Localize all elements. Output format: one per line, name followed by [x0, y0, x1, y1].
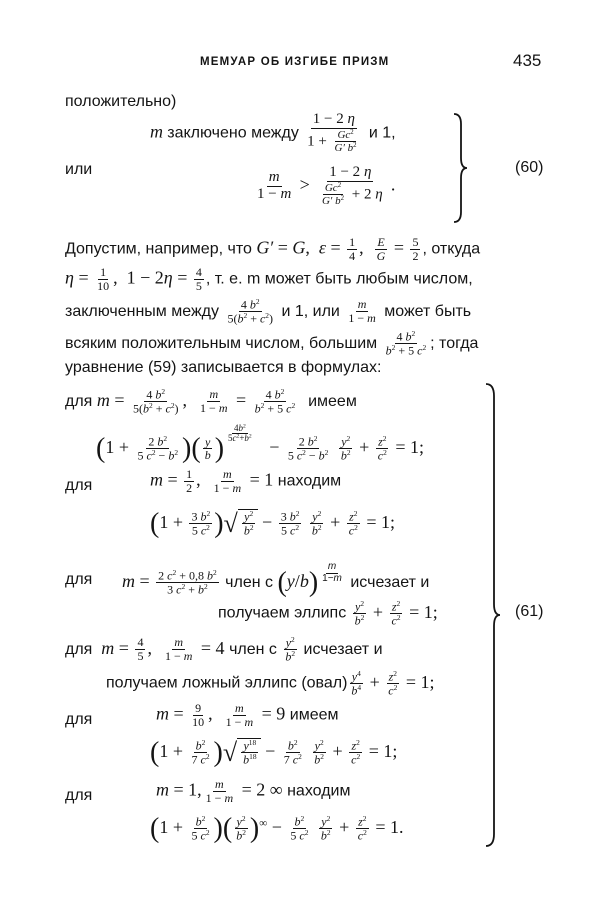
- text-for: для: [65, 392, 93, 410]
- line-case6: m = 1, $\frac{m}{1 - m}$ = 2 ∞ находим: [156, 777, 351, 805]
- text-for-4: для: [65, 640, 93, 658]
- text-whence: , откуда: [422, 240, 481, 258]
- line-case5: m = $\frac{9}{10}$ , $\frac{m}{1 - m}$ = 9 имеем: [156, 701, 339, 729]
- text-vanishes-1: исчезает и: [350, 574, 430, 591]
- line-case2: m = $\frac{1}{2}$ , $\frac{m}{1 - m}$ = 1 находим: [150, 467, 342, 495]
- text-get-ellipse: получаем эллипс: [218, 604, 347, 622]
- text-any-positive: всяким положительным числом, большим: [65, 334, 378, 352]
- formula-case1: (1 + $\frac{2 b^2}{5 c^2 - b^2}$ )( $\frac{y}{b}$ ) $\frac{4b^2}{5c^2+b^2}$ − $\frac{2 b^2}{5 c^2 - b^2}$ $\frac{y^2}{b^2}$ + $\frac{z^2}{c^2}$ = 1;: [96, 423, 424, 464]
- text-have-1: имеем: [308, 392, 357, 410]
- text-assume: Допустим, например, что: [65, 240, 252, 258]
- line-case1: для m = $\frac{4 b^2}{5(b^2 + c^2)}$ , $\frac{m}{1 - m}$ = $\frac{4 b^2}{b^2 + 5 c^2}$ имеем: [65, 387, 357, 416]
- text-get-false-ellipse: получаем ложный эллипс (овал): [106, 674, 348, 692]
- text-and-1-or: и 1, или: [281, 302, 340, 320]
- text-can-be: может быть: [384, 302, 472, 320]
- text-term-with-1: член с: [225, 574, 274, 591]
- brace-60: [452, 112, 468, 224]
- formula-60a: m заключено между 1 − 2 η 1 + $\frac{Gc^2}{G' b^2}$ и 1,: [150, 111, 396, 155]
- formula-60b: $\frac{m}{1 - m}$ > 1 − 2 η $\frac{Gc^2}{G' b^2}$ + 2 η .: [257, 164, 396, 208]
- text-find-2: находим: [287, 782, 351, 800]
- brace-61: [484, 382, 502, 848]
- equation-number-61: (61): [515, 603, 544, 620]
- text-equation-written: уравнение (59) записывается в формулах:: [65, 359, 382, 376]
- text-for-3: для: [65, 571, 93, 588]
- text-for-2: для: [65, 477, 93, 494]
- page-number: 435: [513, 51, 542, 70]
- formula-case2: (1 + $\frac{3 b^2}{5 c^2}$ )√ $\frac{y^2}{b^2}$ − $\frac{3 b^2}{5 c^2}$ $\frac{y^2}{b^2}$ + $\frac{z^2}{c^2}$ = 1;: [150, 508, 395, 539]
- text-can-be-any: , т. е. m может быть любым числом,: [205, 270, 473, 288]
- equation-number-60: (60): [515, 159, 544, 176]
- line-enclosed: заключенным между $\frac{4 b^2}{5(b^2 + c^2)}$ и 1, или $\frac{m}{1 - m}$ может быть: [65, 297, 472, 326]
- line-case4: для m = $\frac{4}{5}$ , $\frac{m}{1 - m}$ = 4 член с $\frac{y^2}{b^2}$ исчезает и: [65, 635, 383, 664]
- text-and-one: и 1,: [368, 124, 396, 142]
- line-ellipse: получаем эллипс $\frac{y^2}{b^2}$ + $\frac{z^2}{c^2}$ = 1;: [218, 599, 438, 628]
- formula-case5: (1 + $\frac{b^2}{7 c^2}$ )√ $\frac{y^{18}}{b^{18}}$ − $\frac{b^2}{7 c^2}$ $\frac{y^2}{b^2}$ + $\frac{z^2}{c^2}$ = 1;: [150, 737, 398, 768]
- text-positively: положительно): [65, 93, 177, 110]
- text-vanishes-2: исчезает и: [303, 640, 383, 658]
- text-or: или: [65, 161, 93, 178]
- text-enclosed-between: заключенным между: [65, 302, 220, 320]
- line-assume: Допустим, например, что G′ = G, ε = $\frac{1}{4}$ , $\frac{E}{G}$ = $\frac{5}{2}$ , откуда: [65, 235, 481, 263]
- line-any-positive: всяким положительным числом, большим $\frac{4 b^2}{b^2 + 5 c^2}$ ; тогда: [65, 329, 479, 358]
- running-title: МЕМУАР ОБ ИЗГИБЕ ПРИЗМ: [200, 56, 390, 68]
- text-for-5: для: [65, 711, 93, 728]
- line-eta: η = $\frac{1}{10}$ , 1 − 2η = $\frac{4}{5}$ , т. е. m может быть любым числом,: [65, 265, 473, 293]
- text-m-between: заключено между: [167, 124, 299, 142]
- text-then: ; тогда: [430, 334, 479, 352]
- text-have-2: имеем: [289, 706, 339, 724]
- line-false-ellipse: получаем ложный эллипс (овал) $\frac{y^4}{b^4}$ + $\frac{z^2}{c^2}$ = 1;: [106, 669, 435, 698]
- line-case3: m = $\frac{2 c^2 + 0,8 b^2}{3 c^2 + b^2}$ член с (y/b) $\frac{m}{1-m}$ исчезает и: [122, 561, 430, 598]
- text-for-6: для: [65, 787, 93, 804]
- formula-case6: (1 + $\frac{b^2}{5 c^2}$ )( $\frac{y^2}{b^2}$ )∞ − $\frac{b^2}{5 c^2}$ $\frac{y^2}{b^2}$ + $\frac{z^2}{c^2}$ = 1.: [150, 813, 404, 844]
- text-term-with-2: член с: [229, 640, 277, 658]
- text-find-1: находим: [277, 472, 342, 490]
